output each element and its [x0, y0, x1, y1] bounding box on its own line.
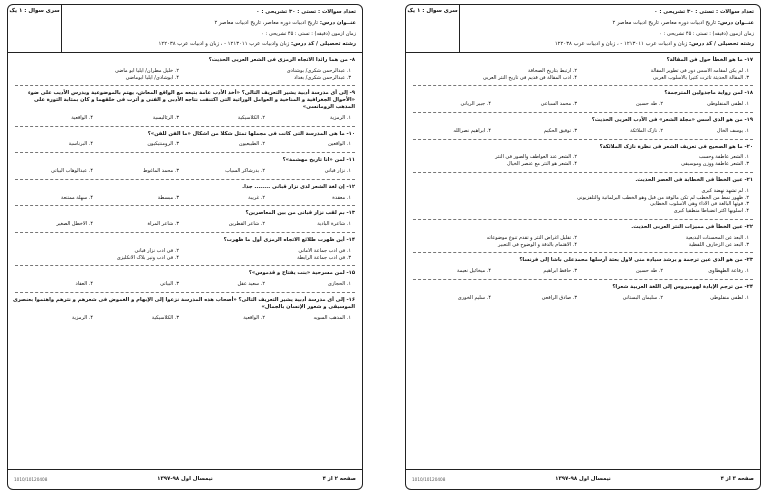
- answer-option: ۴. أسلوبها أکثر انضباطا منطقیا کبری: [673, 208, 749, 215]
- answer-option: ۱. لطفی منفلوطی: [710, 294, 749, 301]
- question-divider: [413, 85, 753, 86]
- question-divider: [413, 172, 753, 173]
- question-body: أین ظهرت طلائع الاتجاه الرمزی أول ما ظهرت؟: [223, 236, 345, 243]
- question-text: [411, 177, 755, 184]
- question-body: عین الخطأ فی ممیزات النثر العربی الحدیث.: [631, 223, 743, 230]
- answer-option: ۳. البیاتی: [160, 281, 179, 288]
- questions-list: [406, 55, 760, 469]
- question-text: [411, 224, 755, 231]
- answer-option: ۲. بدرشاکر السیاب: [225, 167, 265, 174]
- answer-option: ۲. الواقعیة: [243, 314, 265, 321]
- question-divider: [15, 126, 355, 127]
- answer-option: ۳. الشعر عاطفة ووزن وموسیقی: [681, 161, 749, 168]
- question-divider: [413, 219, 753, 220]
- answer-options: [13, 141, 357, 148]
- question-number-dash: -: [344, 157, 349, 164]
- answer-options: [411, 128, 755, 135]
- question-number: ۱۲: [348, 183, 355, 190]
- answer-option: ۱. لم یکن لمقامه الأسس دور فی تطویر المقالة: [650, 67, 749, 74]
- question-number-dash: -: [742, 90, 747, 97]
- answer-option: ۴. الاخطل الصغیر: [56, 221, 93, 228]
- question-number: ۲۳: [746, 257, 753, 264]
- question-text: [13, 210, 357, 217]
- answer-option: ۱. لم تشهد نهضة کبری: [701, 187, 749, 194]
- answer-option: ۱. الواقعین: [328, 141, 351, 148]
- question-text: [13, 57, 357, 64]
- answer-option: ۱. معقدة: [332, 194, 351, 201]
- question-number: ۱۱: [348, 157, 355, 164]
- question-divider: [15, 205, 355, 206]
- answer-options: [13, 248, 357, 262]
- question-text: [411, 284, 755, 291]
- answer-options: [13, 281, 357, 288]
- answer-option: ۳. الرومنتیکیون: [147, 141, 179, 148]
- question-body: بم لقب نزار قبانی من بین المعاصرین؟: [245, 210, 345, 217]
- question-number: ۱۶: [348, 296, 355, 303]
- question-number-dash: -: [344, 130, 349, 137]
- field-value: زبان وادبیات عرب ۱۲۱۳۰۱۱ - ، زبان و ادبیات عرب ۱۲۲۰۳۸: [158, 41, 290, 47]
- question-divider: [413, 252, 753, 253]
- question-item: [411, 224, 755, 248]
- question-number-dash: -: [742, 223, 747, 230]
- question-divider: [413, 112, 753, 113]
- question-counts: تعداد سوالات : تستی : ۳۰ تشریحی : ۰: [654, 9, 754, 15]
- answer-option: ۳. حافظ ابراهیم: [543, 268, 577, 275]
- question-body: عین الخطأ فی الخطابة فی العصر الحدیث.: [635, 176, 743, 183]
- question-number: ۱۷: [746, 57, 753, 63]
- exam-page-left: [7, 4, 363, 490]
- question-body: لمن روایة ماجدولین المترجمة؟: [664, 90, 743, 97]
- course-title: تاریخ ادبیات دوره معاصر، تاریخ ادبیات معاصر ۲: [214, 20, 319, 26]
- question-divider: [15, 265, 355, 266]
- page-header: [406, 5, 760, 53]
- answer-option: ۳. الکلاسیکیة: [151, 314, 179, 321]
- exam-time: زمان آزمون (دقیقه) : تستی : ۴۵ تشریحی : ۰: [659, 31, 754, 37]
- question-item: [13, 57, 357, 81]
- question-number: ۲۲: [746, 223, 753, 230]
- question-text: [411, 117, 755, 124]
- question-divider: [413, 279, 753, 280]
- question-number-dash: -: [344, 296, 349, 303]
- question-number-dash: -: [742, 257, 747, 264]
- answer-option: ۳. محمد السباعی: [540, 101, 577, 108]
- question-number: ۱۰: [348, 130, 355, 137]
- answer-options: [411, 268, 755, 275]
- question-body: إلی أی مدرسة أدبیة یشیر التعریف التالی؟ «أصحاب هذه المدرسة نزعوا إلی الإبهام و الغموض فی شعرهم و نثرهم واهتموا بعنصری الموسیقی و شعور الإنسان بالجمال»: [13, 296, 355, 310]
- answer-options: [13, 221, 357, 228]
- answer-option: ۱. فی أدب جماعة الأمانی: [298, 247, 351, 254]
- answer-option: ۴. عبدالوهاب البیاتی: [51, 167, 93, 174]
- answer-options: [411, 235, 755, 249]
- answer-options: [411, 101, 755, 108]
- answer-options: [13, 168, 357, 175]
- question-number-dash: -: [344, 183, 349, 190]
- answer-options: [13, 68, 357, 82]
- question-item: [13, 210, 357, 228]
- question-number-dash: -: [742, 116, 747, 123]
- question-body: من ترجم الإیادة لهومیروس إلی اللغة العربیة شعرا؟: [612, 283, 743, 290]
- field-label: رشته تحصیلی / کد درس:: [291, 41, 356, 47]
- semester-label: نیمسال اول ۹۸-۱۳۹۷: [555, 476, 611, 482]
- answer-options: [13, 115, 357, 122]
- questions-list: [8, 55, 362, 469]
- question-item: [13, 184, 357, 202]
- question-item: [411, 90, 755, 108]
- answer-option: ۴. فی أدب ونیر بلاک الانکلیزی: [116, 254, 179, 261]
- answer-option: ۱. عبدالرحمن شکری/ بوشنادی: [286, 67, 351, 74]
- exam-time: زمان آزمون (دقیقه) : تستی : ۴۵ تشریحی : ۰: [261, 31, 356, 37]
- question-text: [13, 131, 357, 138]
- question-item: [411, 117, 755, 135]
- question-text: [13, 270, 357, 277]
- series-label: سری سوال : ۱ یک: [406, 5, 460, 53]
- question-text: [13, 90, 357, 110]
- answer-options: [411, 295, 755, 302]
- question-item: [411, 257, 755, 275]
- question-body: من هو الذی عین ترجمة و یرشد سیادة منی لاول بعثة أرسلها محمدعلی باشا إلی فرنسا؟: [519, 257, 743, 264]
- answer-option: ۲. ارتبط بتاریخ الصحافة: [527, 67, 577, 74]
- answer-option: ۴. العقاد: [75, 281, 93, 288]
- question-number-dash: -: [344, 210, 349, 217]
- answer-option: ۱. الشعر عاطفة وحسب: [698, 154, 749, 161]
- question-number-dash: -: [347, 90, 352, 97]
- question-divider: [15, 152, 355, 153]
- answer-option: ۱. البعد عن المحسنات البدیعیة: [685, 234, 749, 241]
- answer-option: ۱. الرمزیة: [329, 114, 351, 121]
- question-item: [411, 144, 755, 168]
- page-header: [8, 5, 362, 53]
- page-number: صفحه ۲ از ۴: [322, 476, 356, 482]
- question-number-dash: -: [742, 143, 747, 150]
- page-footer: [8, 469, 362, 489]
- question-divider: [15, 85, 355, 86]
- question-text: [13, 237, 357, 244]
- question-number: ۲۰: [746, 143, 753, 150]
- answer-option: ۳. محمد الماغوط: [142, 167, 179, 174]
- answer-option: ۱. نزار قبانی: [324, 167, 351, 174]
- answer-option: ۴. الاهتمام بالدقة و الوضوح فی التعبیر: [498, 241, 577, 248]
- answer-option: ۳. قوتها البالغة فی الأداء وهی الأسلوب الخطابی: [650, 201, 749, 208]
- question-body: من هما رائدا الاتجاه الرمزی فی الشعر العربی الحدیث؟: [208, 57, 348, 63]
- course-title: تاریخ ادبیات دوره معاصر، تاریخ ادبیات معاصر ۲: [612, 20, 717, 26]
- answer-option: ۴. البرناسیة: [68, 141, 93, 148]
- question-divider: [413, 139, 753, 140]
- question-body: إن لغة الشعر لدی نزار قبانی ........ جدا.: [242, 183, 345, 190]
- question-number: ۱۴: [348, 236, 355, 243]
- question-item: [411, 284, 755, 302]
- question-number: ۲۱: [746, 176, 753, 183]
- answer-option: ۴. الشعر هو النثر مع عنصر الخیال: [507, 161, 577, 168]
- answer-option: ۴. سهلة ممتنعة: [61, 194, 93, 201]
- answer-option: ۱. لطفی المنفلوطی: [706, 101, 749, 108]
- course-row: [68, 20, 356, 26]
- question-number-dash: -: [742, 57, 747, 63]
- question-number-dash: -: [344, 236, 349, 243]
- answer-options: [13, 195, 357, 202]
- field-row: [466, 41, 754, 47]
- question-number: ۲۴: [746, 283, 753, 290]
- field-value: زبان و ادبیات عرب ۱۲۱۳۰۱۱ - ، زبان و ادبیات عرب ۱۲۲۰۳۸: [554, 41, 688, 47]
- answer-option: ۲. طه حسین: [636, 101, 663, 108]
- question-item: [411, 57, 755, 81]
- answer-option: ۴. الواقعیة: [71, 114, 93, 121]
- question-counts: تعداد سوالات : تستی : ۳۰ تشریحی : ۰: [256, 9, 356, 15]
- series-label: سری سوال : ۱ یک: [8, 5, 62, 53]
- question-number: ۱۵: [348, 270, 355, 277]
- question-item: [13, 131, 357, 149]
- question-body: من هو الذی أسس «مجلة الشعر» فی الأدب العربی الحدیث؟: [591, 116, 743, 123]
- answer-option: ۴. ابراهیم نصرالله: [453, 127, 491, 134]
- answer-options: [411, 188, 755, 215]
- answer-option: ۳. فی أدب جماعة الرابطة: [297, 254, 351, 261]
- answer-option: ۳. شاعر المرأة: [147, 221, 179, 228]
- question-item: [13, 237, 357, 261]
- question-body: إلی أی مدرسة أدبیة یشیر التعریف التالی؟ «أخذ الأدب عامة بتبعه مع الواقع المعاش، یهتم بالموضوعیة ویدرس الأدیب علی ضوء «الأحوال الجغرافیة و المناخیة و العوامل الوراثیة التی اکتنفت نتاجه الأدبی و الفنی و أثرت فی خلقهما و کان بمثابة الثورة علی المذهب الرومانسی»: [28, 90, 355, 110]
- question-number-dash: -: [347, 57, 352, 63]
- question-item: [13, 270, 357, 288]
- answer-option: ۲. شاعر القطرین: [228, 221, 265, 228]
- page-footer: [406, 469, 760, 489]
- course-label: عنــوان درس:: [319, 20, 356, 26]
- question-body: ما هو الخطأ حول فن المقالة؟: [666, 57, 743, 63]
- answer-option: ۲. ظهور نمط من الخطب لم تکن مألوفة من قبل وهو الخطب البرلمانیة والتلفزیونی: [576, 194, 749, 201]
- page-number: صفحه ۳ از ۴: [720, 476, 754, 482]
- question-body: ما هو الصحیح فی تعریف الشعر فی نظرة نازک الملائکة؟: [599, 143, 743, 150]
- answer-option: ۲. تقلیل أغراض النثر و تقدم تنوع موضوعاته: [486, 234, 577, 241]
- answer-option: ۲. الطبیعیون: [238, 141, 265, 148]
- question-item: [13, 297, 357, 321]
- exam-code: 1010/10120408: [412, 477, 446, 482]
- answer-option: ۴. جبیر الریانی: [460, 101, 491, 108]
- question-number-dash: -: [742, 283, 747, 290]
- answer-options: [411, 154, 755, 168]
- question-body: ما هی المدرسة التی کانت فی مجملها تمثل شکلا من اشکال «ما الفن للفن»؟: [147, 130, 345, 137]
- question-number: ۱۳: [348, 210, 355, 217]
- question-item: [13, 90, 357, 121]
- question-number: ۱۹: [746, 116, 753, 123]
- question-number: ۸: [351, 57, 355, 63]
- question-body: لمن مسرحیة «بنت یفتاح و قدموس»؟: [248, 270, 345, 277]
- answer-option: ۲. غریبة: [248, 194, 265, 201]
- question-body: لمن «انا تاریخ مهشمة»؟: [282, 157, 345, 164]
- answer-option: ۲. سعید عقل: [237, 281, 265, 288]
- course-row: [466, 20, 754, 26]
- exam-page-right: [405, 4, 761, 490]
- answer-option: ۱. الحجازی: [327, 281, 351, 288]
- exam-code: 1010/10120408: [14, 477, 48, 482]
- question-number: ۱۸: [746, 90, 753, 97]
- answer-option: ۲. الشعر عند العواطف والصور فی النثر: [495, 154, 577, 161]
- answer-option: ۱. رفاعة الطهطاوی: [708, 268, 749, 275]
- answer-option: ۳. المقالة الحدیثة تأثرت کثیرا بالاسلوب الغربی: [652, 74, 749, 81]
- answer-option: ۴. الرمزیة: [71, 314, 93, 321]
- field-row: [68, 41, 356, 47]
- answer-option: ۴. ابوشادی/ ایلیا ابوماضی: [125, 74, 179, 81]
- answer-option: ۳. الرئالیسیة: [152, 114, 179, 121]
- question-text: [411, 90, 755, 97]
- course-label: عنــوان درس:: [717, 20, 754, 26]
- question-divider: [15, 179, 355, 180]
- answer-options: [411, 68, 755, 82]
- answer-options: [13, 315, 357, 322]
- answer-option: ۳. عبدالرحمن شکری/ بغداد: [294, 74, 351, 81]
- answer-option: ۳. البعد عن الزخارف اللفظیة: [688, 241, 749, 248]
- answer-option: ۴. میخائیل نعیمة: [457, 268, 491, 275]
- answer-option: ۲. الکلاسیکیة: [237, 114, 265, 121]
- question-text: [411, 144, 755, 151]
- question-text: [13, 157, 357, 164]
- answer-option: ۲. فی أدب نزار قبانی: [134, 247, 179, 254]
- field-label: رشته تحصیلی / کد درس:: [689, 41, 754, 47]
- answer-option: ۳. مبسطة: [157, 194, 179, 201]
- answer-option: ۲. خلیل مطران/ ایلیا ابو ماضی: [115, 67, 179, 74]
- question-number: ۹: [351, 90, 355, 97]
- question-text: [13, 297, 357, 311]
- answer-option: ۲. سلیمان البستانی: [622, 294, 663, 301]
- answer-option: ۴. سلیم الخوری: [457, 294, 491, 301]
- question-divider: [15, 292, 355, 293]
- answer-option: ۱. المذهب السویه: [313, 314, 351, 321]
- question-text: [411, 257, 755, 264]
- question-number-dash: -: [742, 176, 747, 183]
- question-number-dash: -: [344, 270, 349, 277]
- question-divider: [15, 232, 355, 233]
- question-item: [411, 177, 755, 215]
- answer-option: ۳. توفیق الحکیم: [543, 127, 577, 134]
- answer-option: ۴. أدب المقالة فن قدیم فی تاریخ النثر العربی: [482, 74, 577, 81]
- question-text: [411, 57, 755, 64]
- answer-option: ۱. شاعرة البادیة: [317, 221, 351, 228]
- question-text: [13, 184, 357, 191]
- answer-option: ۱. یوسف الخال: [716, 127, 749, 134]
- answer-option: ۲. نازک الملائکة: [630, 127, 663, 134]
- semester-label: نیمسال اول ۹۸-۱۳۹۷: [157, 476, 213, 482]
- answer-option: ۲. طه حسین: [636, 268, 663, 275]
- question-item: [13, 157, 357, 175]
- answer-option: ۳. صادق الرافعی: [541, 294, 577, 301]
